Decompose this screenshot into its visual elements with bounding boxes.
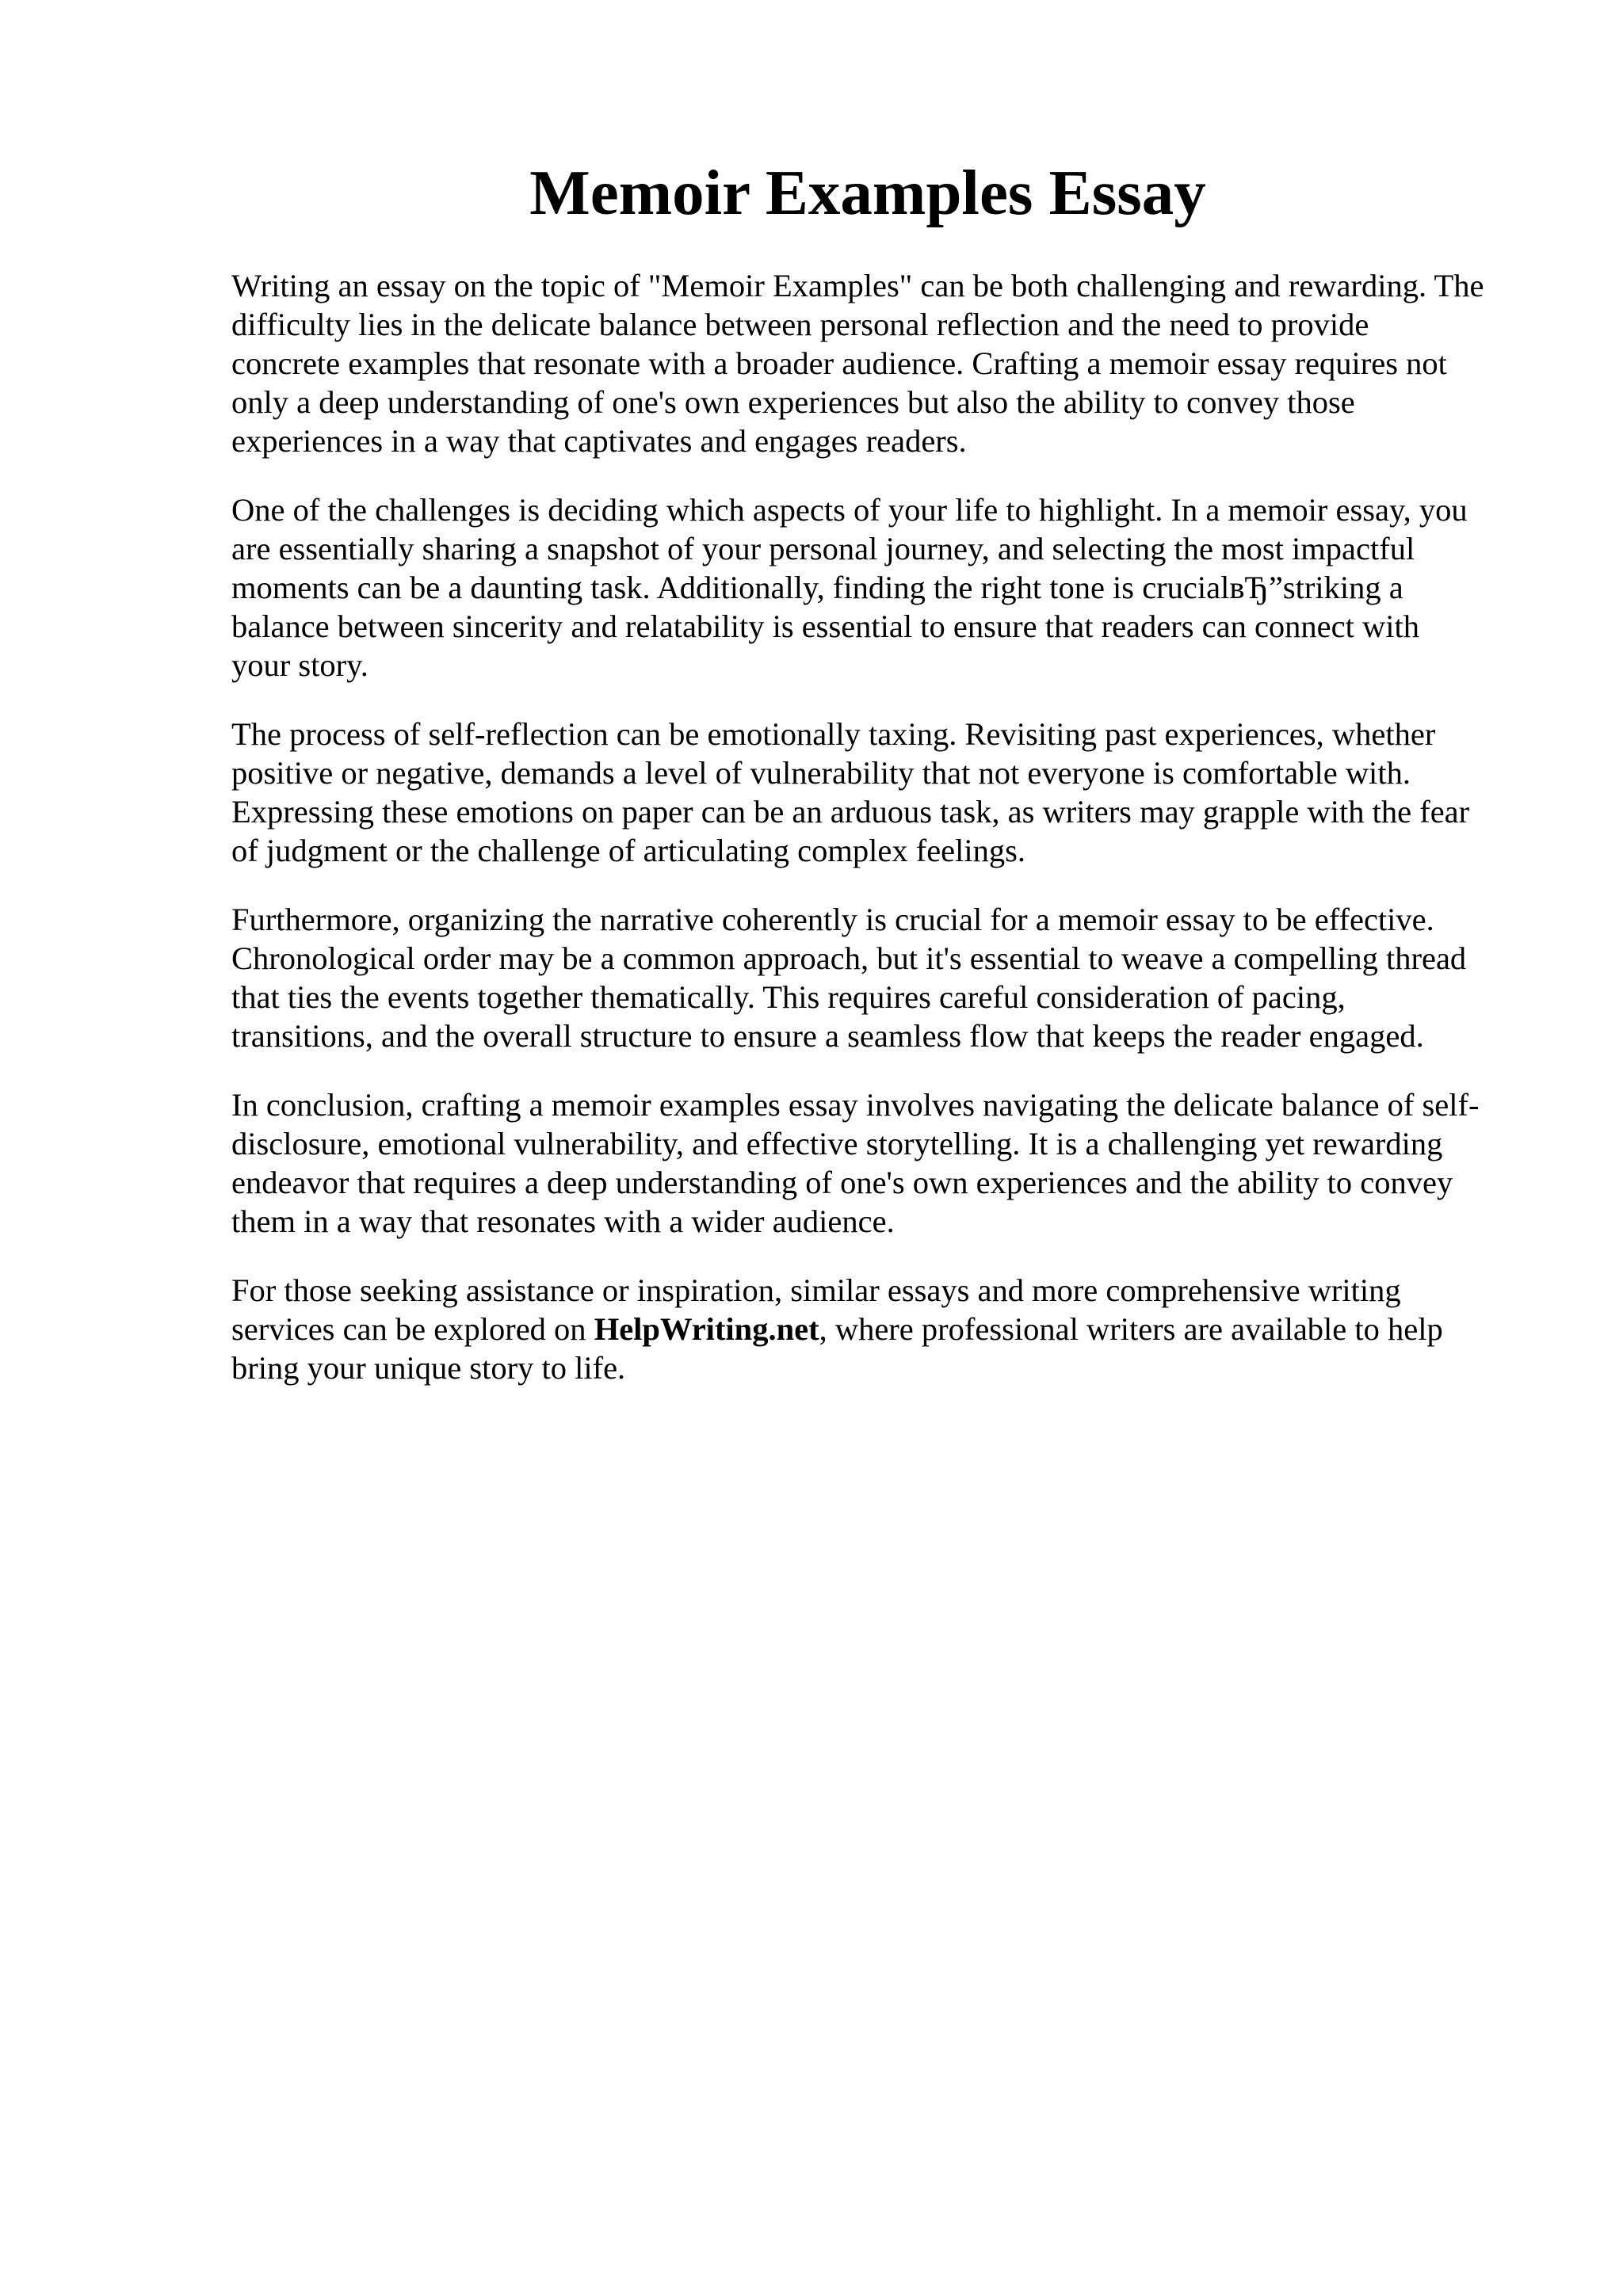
paragraph-line: balance between sincerity and relatability is essential to ensure that readers can connect with [231, 608, 1420, 644]
closing-text-after-brand: , where professional writers are available to help [819, 1311, 1443, 1347]
closing-text-before-brand: services can be explored on [231, 1311, 594, 1347]
paragraph-line: of judgment or the challenge of articulating complex feelings. [231, 833, 1026, 868]
paragraph-closing [231, 1271, 1556, 1387]
paragraph-line: In conclusion, crafting a memoir examples essay involves navigating the delicate balance of self- [231, 1087, 1480, 1123]
paragraph-line: experiences in a way that captivates and engages readers. [231, 423, 967, 459]
paragraph-2 [231, 490, 1556, 685]
paragraph-line: difficulty lies in the delicate balance between personal reflection and the need to provide [231, 307, 1369, 342]
paragraph-line: concrete examples that resonate with a broader audience. Crafting a memoir essay requires not [231, 345, 1447, 381]
paragraph-4 [231, 900, 1556, 1055]
paragraph-line: transitions, and the overall structure to ensure a seamless flow that keeps the reader engaged. [231, 1018, 1424, 1054]
paragraph-line: endeavor that requires a deep understanding of one's own experiences and the ability to convey [231, 1165, 1453, 1200]
paragraph-line: Writing an essay on the topic of "Memoir Examples" can be both challenging and rewarding. The [231, 268, 1484, 303]
helpwriting-brand-link[interactable]: HelpWriting.net [594, 1311, 819, 1347]
paragraph-line: Chronological order may be a common approach, but it's essential to weave a compelling thread [231, 940, 1467, 976]
paragraph-line: The process of self-reflection can be emotionally taxing. Revisiting past experiences, whether [231, 716, 1436, 752]
paragraph-line: One of the challenges is deciding which aspects of your life to highlight. In a memoir essay, you [231, 492, 1468, 528]
paragraph-line: Expressing these emotions on paper can be an arduous task, as writers may grapple with the fear [231, 794, 1470, 830]
paragraph-line: positive or negative, demands a level of vulnerability that not everyone is comfortable with. [231, 755, 1411, 791]
paragraph-line: moments can be a daunting task. Additionally, finding the right tone is crucialвЂ”striking a [231, 570, 1403, 605]
paragraph-line [231, 1310, 1556, 1348]
paragraph-line: your story. [231, 647, 369, 683]
paragraph-3 [231, 715, 1556, 870]
paragraph-1 [231, 266, 1556, 460]
page-title: Memoir Examples Essay [529, 157, 1206, 228]
paragraph-line: that ties the events together thematically. This requires careful consideration of pacing, [231, 979, 1346, 1015]
paragraph-line: Furthermore, organizing the narrative coherently is crucial for a memoir essay to be effective. [231, 902, 1434, 937]
paragraph-line: are essentially sharing a snapshot of your personal journey, and selecting the most impactful [231, 531, 1415, 566]
paragraph-line: bring your unique story to life. [231, 1350, 626, 1386]
essay-body [231, 266, 1556, 1417]
paragraph-line: For those seeking assistance or inspiration, similar essays and more comprehensive writing [231, 1272, 1401, 1308]
paragraph-line: them in a way that resonates with a wider audience. [231, 1203, 895, 1239]
paragraph-line: only a deep understanding of one's own experiences but also the ability to convey those [231, 384, 1355, 420]
paragraph-line: disclosure, emotional vulnerability, and effective storytelling. It is a challenging yet rewarding [231, 1126, 1443, 1161]
paragraph-5 [231, 1085, 1556, 1241]
